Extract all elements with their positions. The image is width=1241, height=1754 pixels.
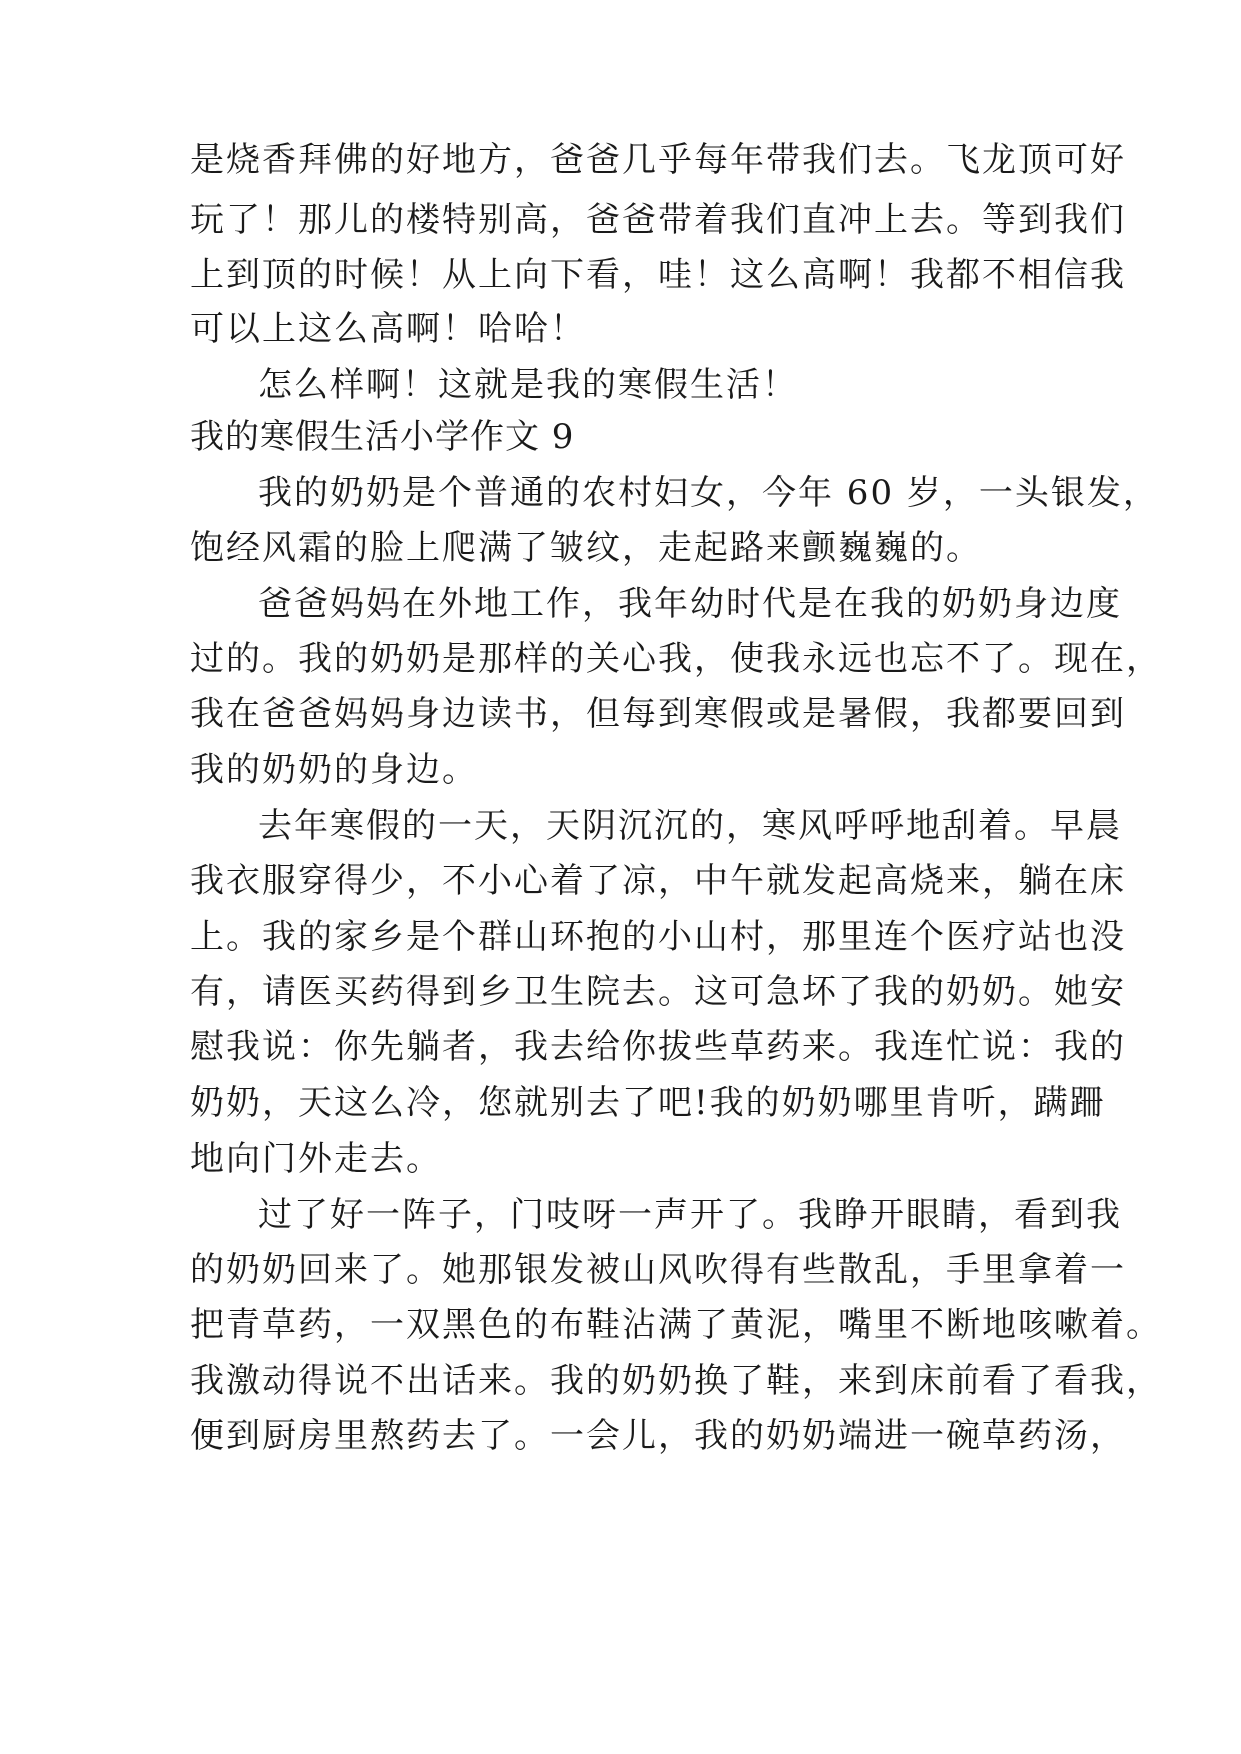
text-line: 我在爸爸妈妈身边读书，但每到寒假或是暑假，我都要回到	[190, 694, 1126, 734]
text-line: 有，请医买药得到乡卫生院去。这可急坏了我的奶奶。她安	[190, 972, 1126, 1012]
text-line: 爸爸妈妈在外地工作，我年幼时代是在我的奶奶身边度	[258, 584, 1122, 624]
text-line: 过了好一阵子，门吱呀一声开了。我睁开眼睛，看到我	[258, 1195, 1122, 1235]
text-line: 饱经风霜的脸上爬满了皱纹，走起路来颤巍巍的。	[190, 528, 982, 568]
section-heading: 我的寒假生活小学作文 9	[190, 417, 575, 457]
text-line: 玩了！那儿的楼特别高，爸爸带着我们直冲上去。等到我们	[190, 200, 1126, 240]
text-line: 怎么样啊！这就是我的寒假生活！	[258, 365, 798, 405]
text-line: 可以上这么高啊！哈哈！	[190, 309, 586, 349]
text-line: 我衣服穿得少，不小心着了凉，中午就发起高烧来，躺在床	[190, 861, 1126, 901]
text-line: 把青草药，一双黑色的布鞋沾满了黄泥，嘴里不断地咳嗽着。	[190, 1305, 1162, 1345]
text-line: 奶奶，天这么冷，您就别去了吧!我的奶奶哪里肯听，蹒跚	[190, 1083, 1106, 1123]
text-line: 便到厨房里熬药去了。一会儿，我的奶奶端进一碗草药汤，	[190, 1416, 1126, 1456]
text-line: 我激动得说不出话来。我的奶奶换了鞋，来到床前看了看我，	[190, 1361, 1162, 1401]
text-line: 过的。我的奶奶是那样的关心我，使我永远也忘不了。现在，	[190, 639, 1162, 679]
text-line: 上到顶的时候！从上向下看，哇！这么高啊！我都不相信我	[190, 255, 1126, 295]
text-line: 慰我说：你先躺者，我去给你拔些草药来。我连忙说：我的	[190, 1027, 1126, 1067]
text-line: 我的奶奶的身边。	[190, 750, 478, 790]
text-line: 去年寒假的一天，天阴沉沉的，寒风呼呼地刮着。早晨	[258, 806, 1122, 846]
text-line: 的奶奶回来了。她那银发被山风吹得有些散乱，手里拿着一	[190, 1250, 1126, 1290]
text-line: 上。我的家乡是个群山环抱的小山村，那里连个医疗站也没	[190, 917, 1126, 957]
text-line: 我的奶奶是个普通的农村妇女，今年 60 岁，一头银发，	[258, 473, 1159, 513]
text-line: 是烧香拜佛的好地方，爸爸几乎每年带我们去。飞龙顶可好	[190, 140, 1126, 180]
text-line: 地向门外走去。	[190, 1139, 442, 1179]
